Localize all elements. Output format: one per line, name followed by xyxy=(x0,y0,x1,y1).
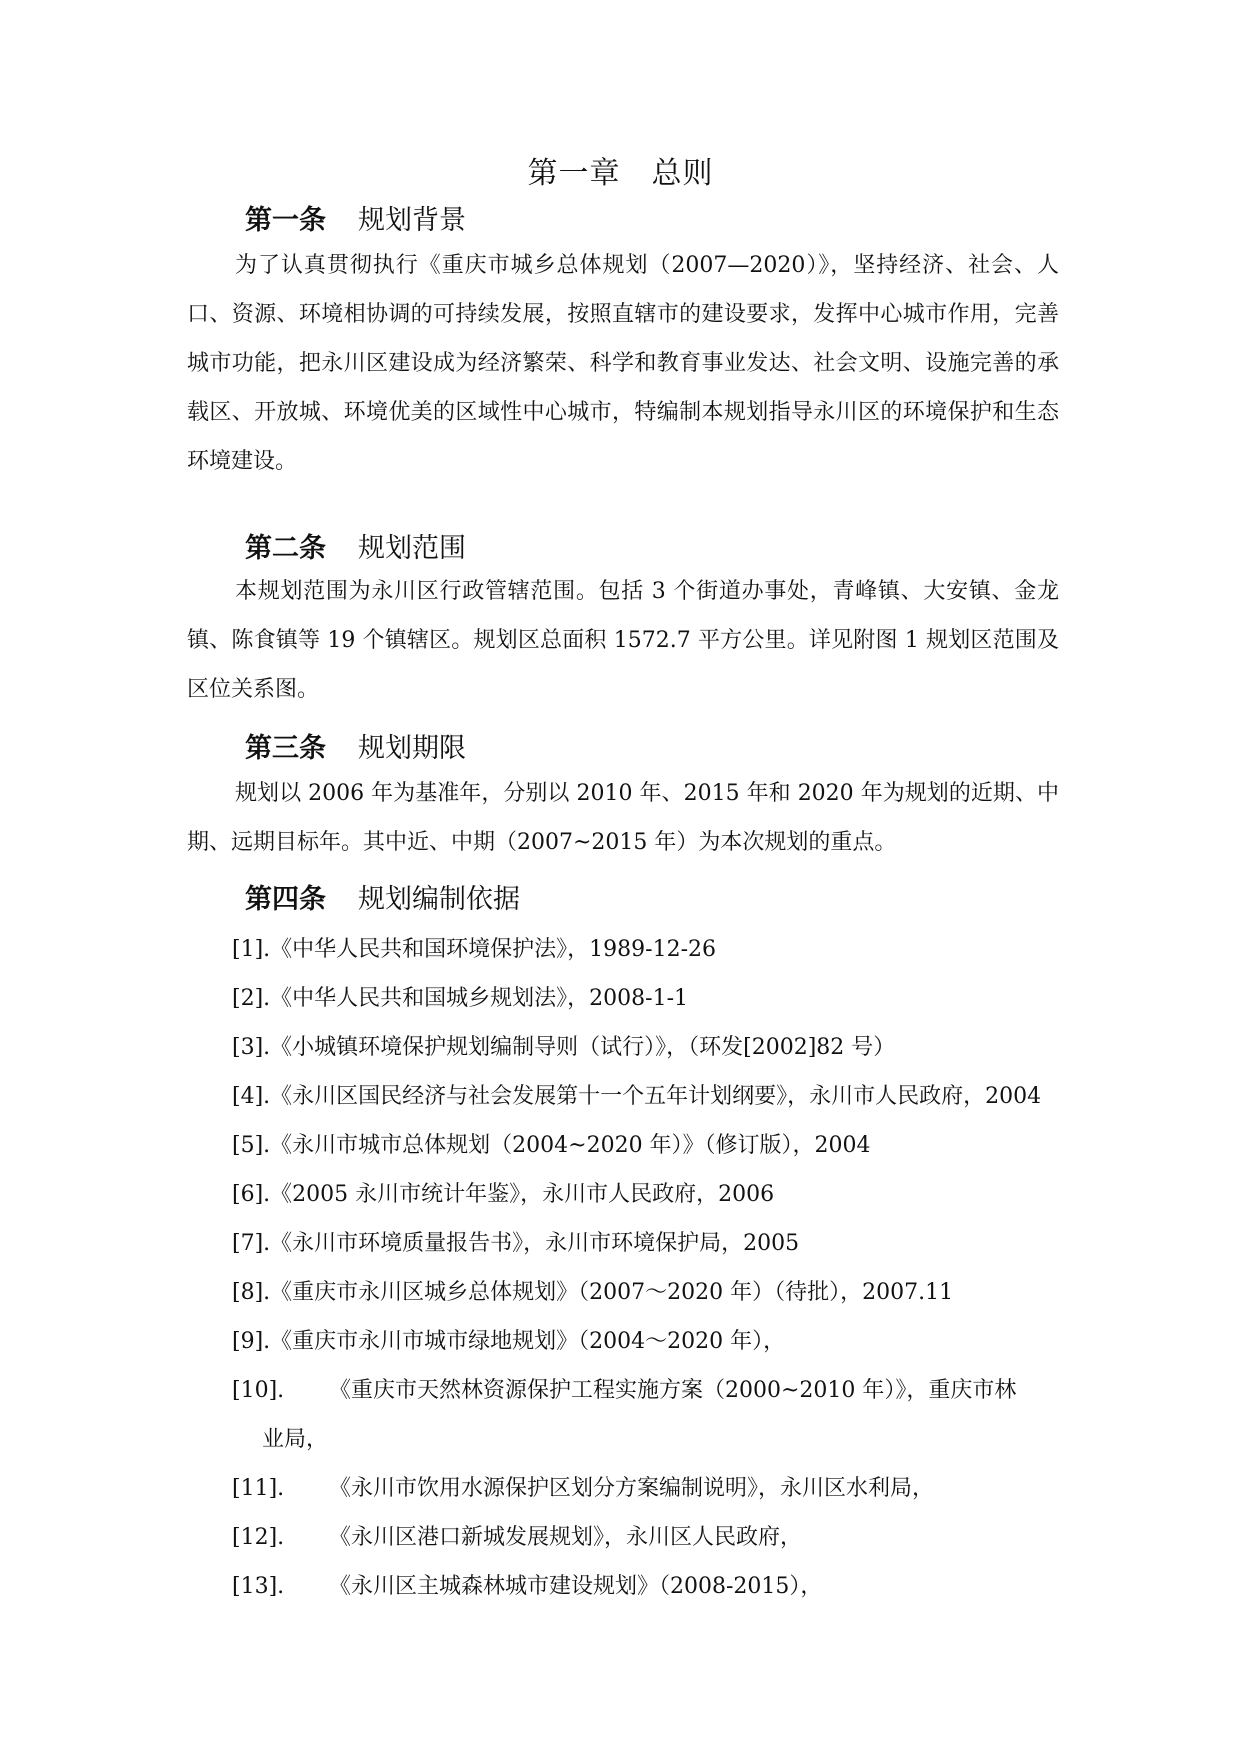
section-name: 规划期限 xyxy=(358,733,466,764)
reference-item xyxy=(232,1170,1062,1219)
reference-index: [10]. xyxy=(232,1378,285,1403)
reference-text: 《重庆市天然林资源保护工程实施方案（2000~2010 年）》，重庆市林 xyxy=(329,1378,1017,1403)
section-paragraph-2: 本规划范围为永川区行政管辖范围。包括 3 个街道办事处，青峰镇、大安镇、金龙镇、陈食镇等 19 个镇辖区。规划区总面积 1572.7 平方公里。详见附图 1 规划区范围及区位关系图。 xyxy=(187,579,1059,702)
reference-text: 《重庆市永川区城乡总体规划》（2007～2020 年）（待批），2007.11 xyxy=(270,1280,954,1305)
reference-index: [9]. xyxy=(232,1329,271,1354)
reference-text: 《永川区国民经济与社会发展第十一个五年计划纲要》，永川市人民政府，2004 xyxy=(270,1084,1042,1109)
reference-item xyxy=(232,1023,1062,1072)
section-heading-2 xyxy=(245,526,466,565)
reference-index: [5]. xyxy=(232,1133,271,1158)
reference-index: [8]. xyxy=(232,1280,271,1305)
reference-text: 《2005 永川市统计年鉴》，永川市人民政府，2006 xyxy=(270,1182,775,1207)
reference-item xyxy=(232,925,1062,974)
reference-text: 《永川区港口新城发展规划》，永川区人民政府， xyxy=(329,1525,803,1550)
reference-text: 《中华人民共和国环境保护法》，1989-12-26 xyxy=(270,937,717,962)
section-number: 第一条 xyxy=(245,205,326,236)
reference-text: 《重庆市永川市城市绿地规划》（2004～2020 年）， xyxy=(270,1329,786,1354)
reference-index: [2]. xyxy=(232,986,271,1011)
reference-index: [7]. xyxy=(232,1231,271,1256)
reference-index: [12]. xyxy=(232,1525,285,1550)
reference-index: [3]. xyxy=(232,1035,271,1060)
section-name: 规划编制依据 xyxy=(358,884,520,915)
reference-item xyxy=(232,1366,1062,1464)
chapter-title: 第一章 总则 xyxy=(527,156,714,191)
section-name: 规划背景 xyxy=(358,205,466,236)
section-number: 第四条 xyxy=(245,884,326,915)
reference-text: 《永川市环境质量报告书》，永川市环境保护局，2005 xyxy=(270,1231,800,1256)
reference-item xyxy=(232,1562,1062,1611)
reference-text: 《永川市饮用水源保护区划分方案编制说明》，永川区水利局， xyxy=(329,1476,935,1501)
section-number: 第二条 xyxy=(245,533,326,564)
reference-index: [13]. xyxy=(232,1574,285,1599)
reference-item xyxy=(232,974,1062,1023)
reference-text: 《永川市城市总体规划（2004~2020 年）》（修订版），2004 xyxy=(270,1133,871,1158)
reference-item xyxy=(232,1219,1062,1268)
section-heading-3 xyxy=(245,726,466,765)
reference-item xyxy=(232,1121,1062,1170)
reference-index: [11]. xyxy=(232,1476,285,1501)
reference-item xyxy=(232,1268,1062,1317)
reference-item xyxy=(232,1317,1062,1366)
reference-continuation: 业局， xyxy=(262,1427,329,1452)
reference-item xyxy=(232,1513,1062,1562)
reference-index: [6]. xyxy=(232,1182,271,1207)
section-paragraph-3: 规划以 2006 年为基准年，分别以 2010 年、2015 年和 2020 年为规划的近期、中期、远期目标年。其中近、中期（2007~2015 年）为本次规划的重点。 xyxy=(187,781,1059,855)
reference-text: 《中华人民共和国城乡规划法》，2008-1-1 xyxy=(270,986,689,1011)
reference-item xyxy=(232,1464,1062,1513)
section-name: 规划范围 xyxy=(358,533,466,564)
reference-item xyxy=(232,1072,1062,1121)
section-number: 第三条 xyxy=(245,733,326,764)
section-paragraph-1: 为了认真贯彻执行《重庆市城乡总体规划（2007—2020）》，坚持经济、社会、人口、资源、环境相协调的可持续发展，按照直辖市的建设要求，发挥中心城市作用，完善城市功能，把永川区建设成为经济繁荣、科学和教育事业发达、社会文明、设施完善的承载区、开放城、环境优美的区域性中心城市，特编制本规划指导永川区的环境保护和生态环境建设。 xyxy=(187,253,1059,474)
reference-index: [1]. xyxy=(232,937,271,962)
section-heading-1 xyxy=(245,198,466,237)
reference-text: 《小城镇环境保护规划编制导则（试行）》，（环发[2002]82 号） xyxy=(270,1035,896,1060)
reference-text: 《永川区主城森林城市建设规划》（2008-2015）， xyxy=(329,1574,823,1599)
section-heading-4 xyxy=(245,877,520,916)
reference-index: [4]. xyxy=(232,1084,271,1109)
